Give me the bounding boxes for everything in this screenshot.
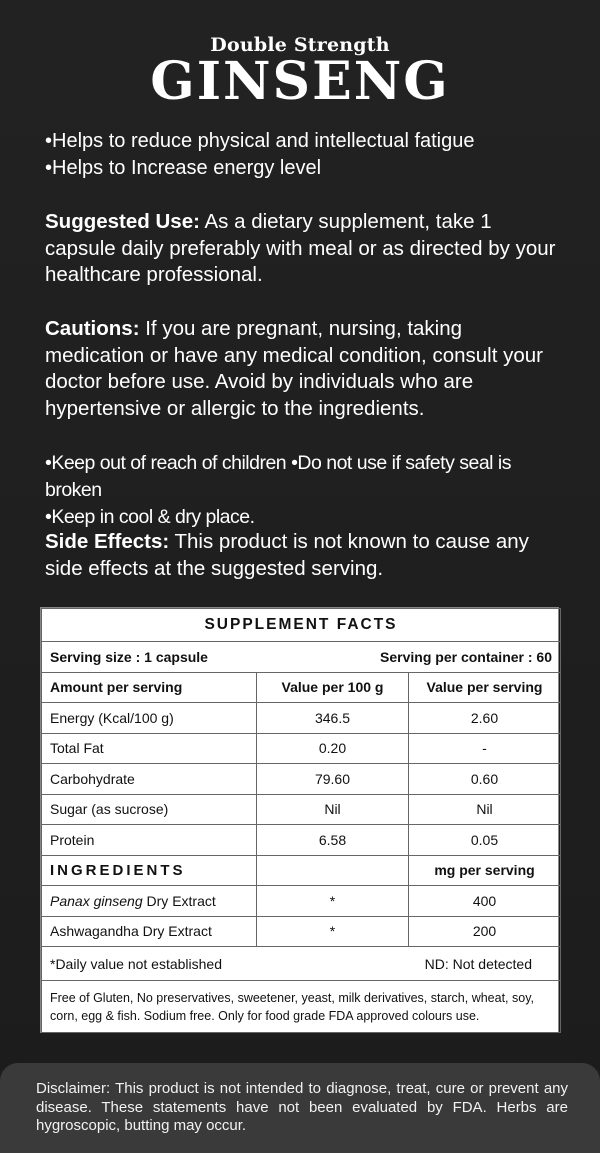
ingredient-mark: * bbox=[257, 886, 409, 917]
free-of-text: Free of Gluten, No preservatives, sweetener, yeast, milk derivatives, starch, wheat, soy, corn, egg & fish. Sodium free. Only for food grade FDA approved colours use. bbox=[42, 981, 561, 1033]
nutrient-name: Protein bbox=[42, 825, 257, 856]
footnote-nd: ND: Not detected bbox=[424, 955, 532, 972]
ingredient-row bbox=[42, 916, 561, 947]
warnings-section bbox=[45, 450, 565, 531]
suggested-use-label: Suggested Use: bbox=[45, 210, 200, 233]
value-per-100g: 0.20 bbox=[257, 733, 409, 764]
ingredient-mark: * bbox=[257, 916, 409, 947]
product-subtitle: Double Strength bbox=[210, 34, 390, 56]
value-per-serving: 0.05 bbox=[409, 825, 561, 856]
ingredients-unit: mg per serving bbox=[409, 855, 561, 886]
cautions-section bbox=[45, 316, 565, 422]
footnote-daily-value: *Daily value not established bbox=[50, 955, 222, 972]
serving-size: Serving size : 1 capsule bbox=[50, 648, 208, 665]
nutrient-row bbox=[42, 825, 561, 856]
value-per-serving: Nil bbox=[409, 794, 561, 825]
value-per-100g: 346.5 bbox=[257, 703, 409, 734]
value-per-100g: Nil bbox=[257, 794, 409, 825]
ingredient-row bbox=[42, 886, 561, 917]
ingredient-name: Panax ginseng Dry Extract bbox=[42, 886, 257, 917]
warning-line: •Keep in cool & dry place. bbox=[45, 506, 255, 528]
nutrient-row bbox=[42, 703, 561, 734]
benefit-item: • Helps to reduce physical and intellectual fatigue bbox=[45, 128, 565, 155]
side-effects-text: This product is not known to cause any side effects at the suggested serving. bbox=[45, 530, 529, 580]
ingredients-heading: INGREDIENTS bbox=[42, 855, 257, 886]
ingredients-heading-row bbox=[42, 855, 561, 886]
warning-line: •Keep out of reach of children •Do not use if safety seal is broken bbox=[45, 452, 512, 501]
column-header: Value per 100 g bbox=[257, 672, 409, 703]
nutrient-name: Total Fat bbox=[42, 733, 257, 764]
footnote-row bbox=[42, 947, 561, 981]
facts-heading-row bbox=[42, 609, 561, 642]
side-effects-section bbox=[45, 529, 565, 582]
side-effects-label: Side Effects: bbox=[45, 530, 170, 553]
cautions-text: If you are pregnant, nursing, taking medication or have any medical condition, consult your doctor before use. Avoid by individuals who are hypertensive or allergic to the ingredients. bbox=[45, 317, 543, 420]
value-per-serving: - bbox=[409, 733, 561, 764]
nutrient-name: Sugar (as sucrose) bbox=[42, 794, 257, 825]
suggested-use-section bbox=[45, 209, 565, 289]
servings-per-container: Serving per container : 60 bbox=[380, 648, 552, 665]
column-header: Value per serving bbox=[409, 672, 561, 703]
benefits-list bbox=[45, 128, 565, 182]
nutrient-row bbox=[42, 733, 561, 764]
ingredient-mg: 200 bbox=[409, 916, 561, 947]
benefit-item: • Helps to Increase energy level bbox=[45, 155, 565, 182]
facts-heading: SUPPLEMENT FACTS bbox=[42, 609, 561, 642]
columns-row bbox=[42, 672, 561, 703]
value-per-100g: 79.60 bbox=[257, 764, 409, 795]
value-per-serving: 0.60 bbox=[409, 764, 561, 795]
supplement-facts-panel bbox=[40, 607, 559, 1033]
disclaimer-text: Disclaimer: This product is not intended to diagnose, treat, cure or prevent any disease. These statements have not been evaluated by FDA. Herbs are hygroscopic, butting may occur. bbox=[36, 1080, 568, 1134]
nutrient-row bbox=[42, 794, 561, 825]
value-per-100g: 6.58 bbox=[257, 825, 409, 856]
nutrient-name: Carbohydrate bbox=[42, 764, 257, 795]
cautions-label: Cautions: bbox=[45, 317, 140, 340]
column-header: Amount per serving bbox=[42, 672, 257, 703]
serving-row bbox=[42, 642, 561, 673]
ingredient-mg: 400 bbox=[409, 886, 561, 917]
ingredient-name: Ashwagandha Dry Extract bbox=[42, 916, 257, 947]
value-per-serving: 2.60 bbox=[409, 703, 561, 734]
nutrient-name: Energy (Kcal/100 g) bbox=[42, 703, 257, 734]
supplement-facts-table bbox=[41, 608, 561, 1033]
nutrient-row bbox=[42, 764, 561, 795]
product-title: GINSENG bbox=[150, 51, 450, 112]
suggested-use-text: As a dietary supplement, take 1 capsule daily preferably with meal or as directed by your healthcare professional. bbox=[45, 210, 556, 286]
free-of-row bbox=[42, 981, 561, 1033]
